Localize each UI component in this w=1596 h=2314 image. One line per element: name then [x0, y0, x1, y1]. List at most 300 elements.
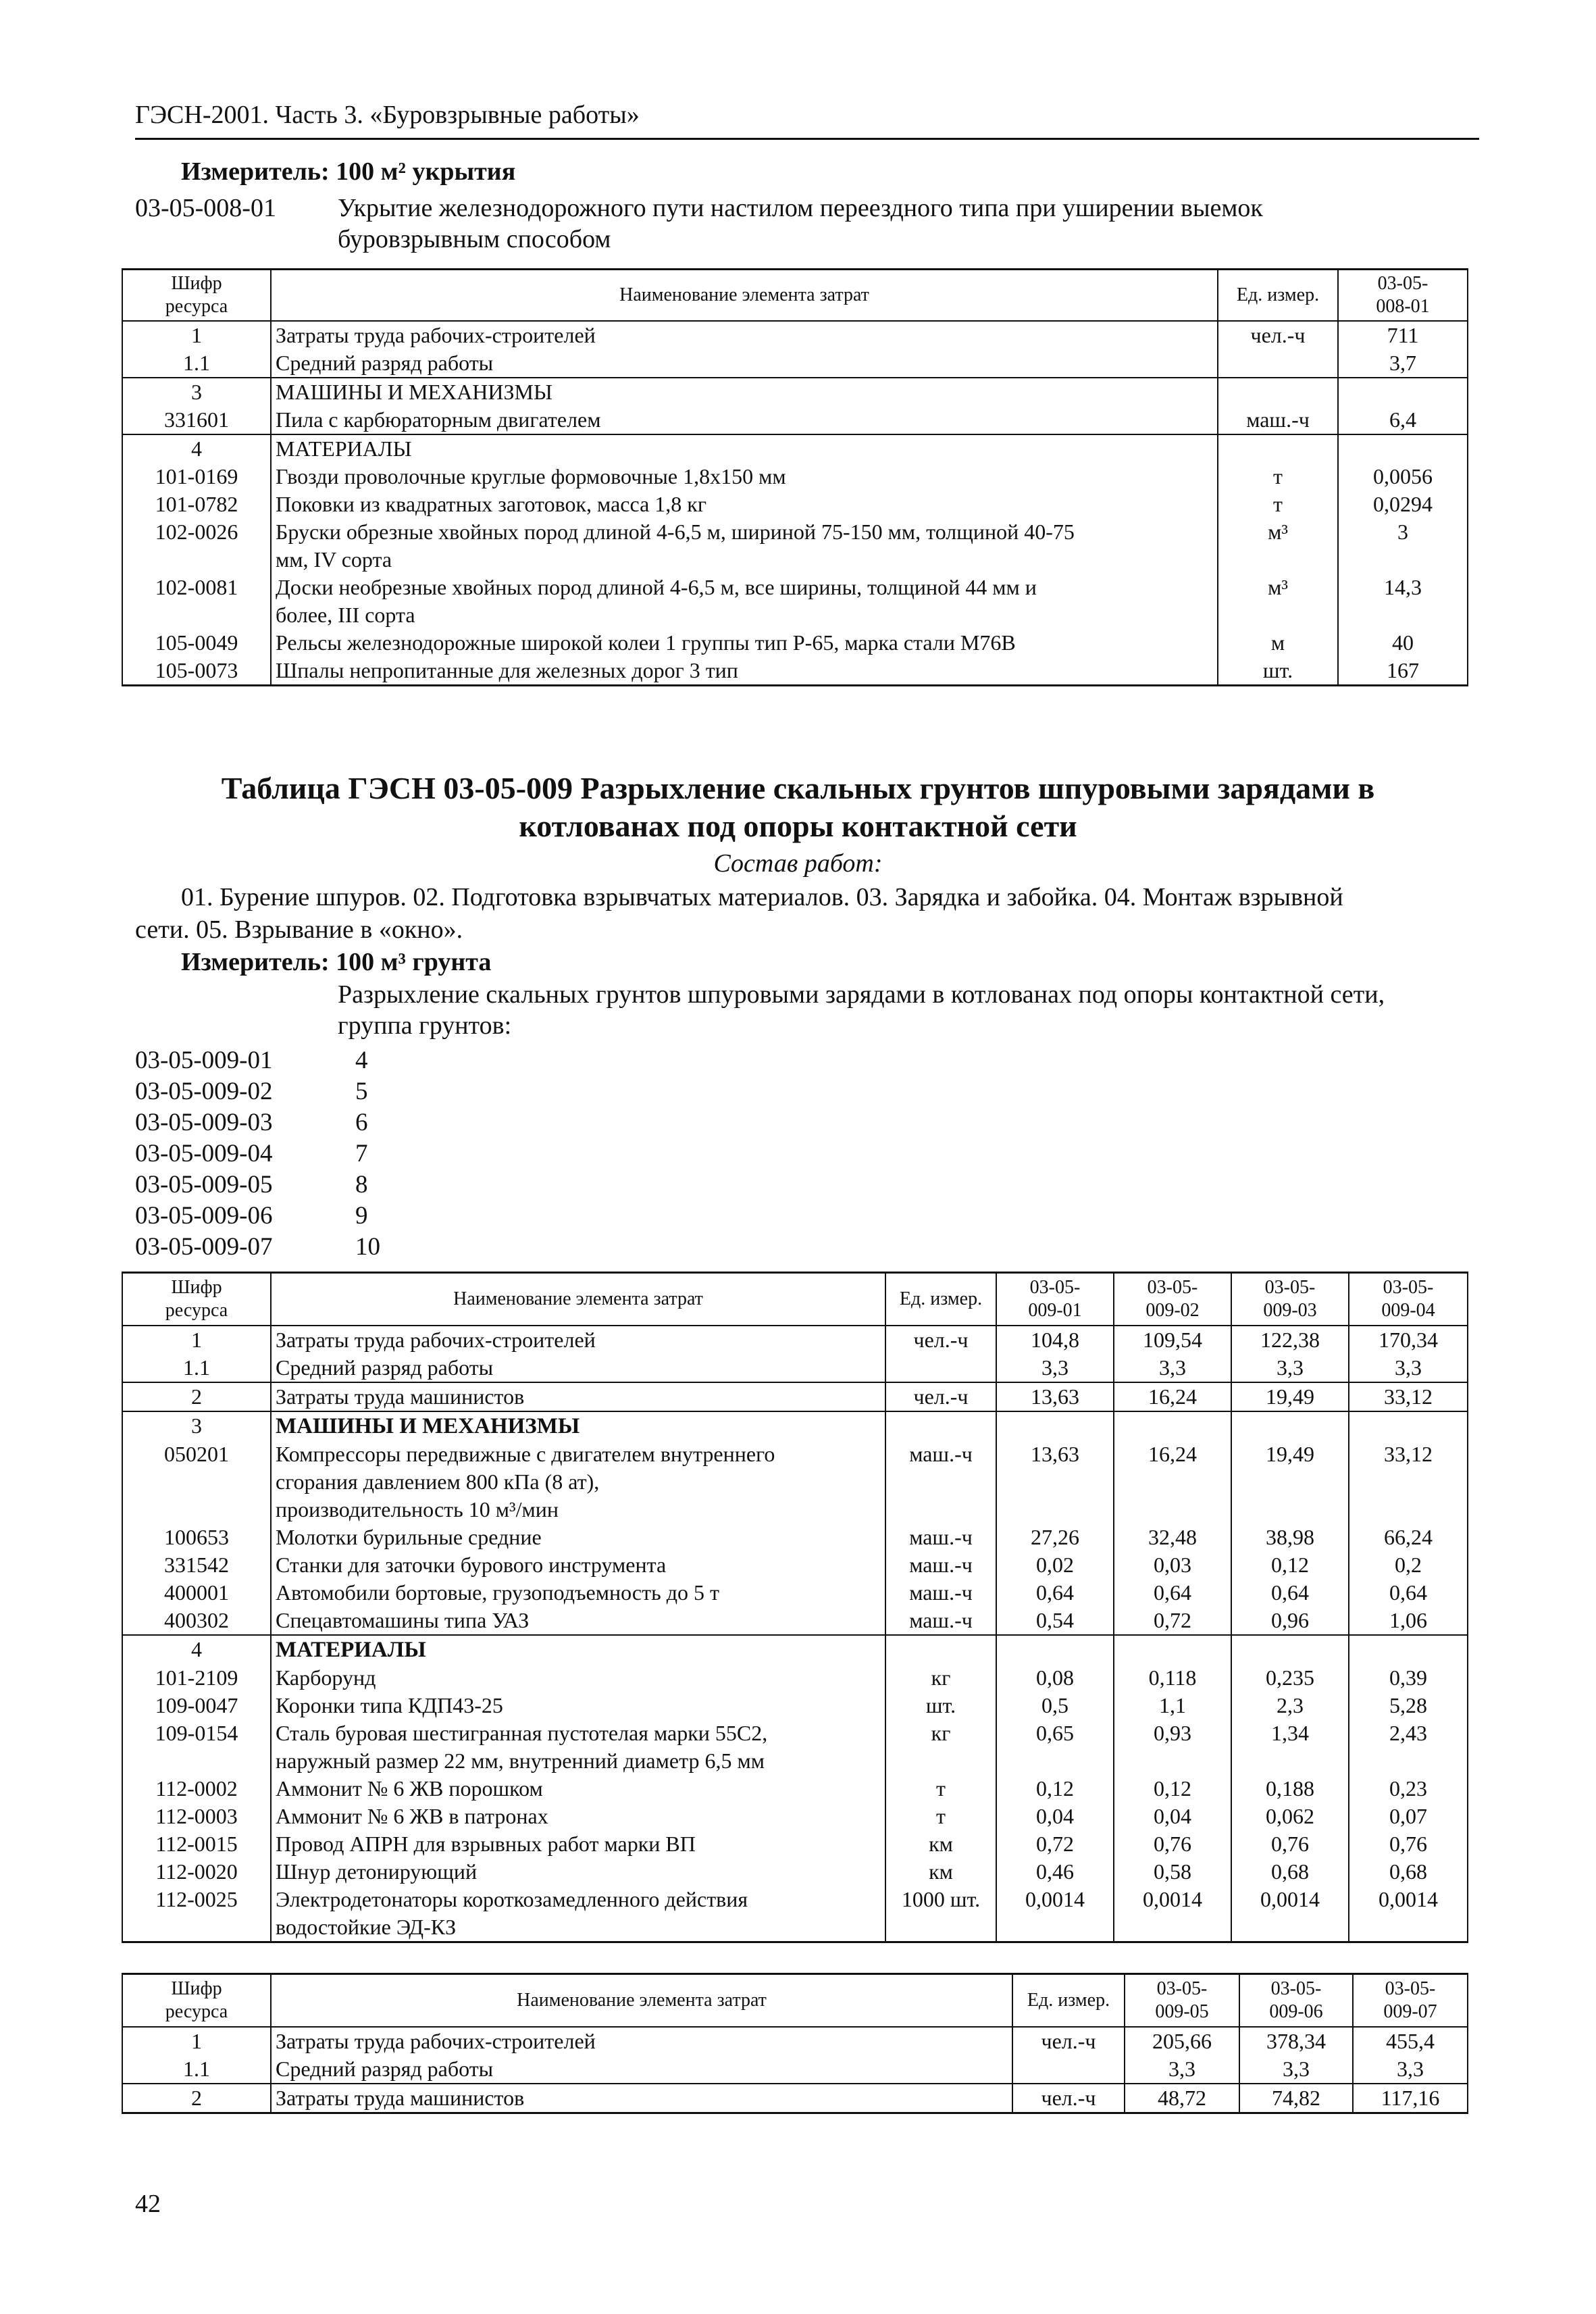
cost-item-name-text: Средний разряд работы [276, 2056, 494, 2081]
unit-cell: чел.-ч [1012, 2084, 1125, 2113]
value-cell: 0,72 [1114, 1607, 1231, 1635]
col-header-rate-04: 03-05- 009-04 [1349, 1273, 1468, 1326]
unit-cell: маш.-ч [885, 1524, 996, 1551]
cost-item-name [271, 2084, 1012, 2113]
soil-group: 8 [355, 1171, 368, 1199]
table-row [122, 2055, 1468, 2084]
table-row [122, 1411, 1468, 1440]
measure-label-2: Измеритель: 100 м³ грунта [181, 948, 492, 976]
value-cell: 0,235 [1231, 1664, 1349, 1692]
cost-item-name-text: Станки для заточки бурового инструмента [276, 1552, 667, 1577]
col-header-rate-06: 03-05- 009-06 [1239, 1974, 1353, 2027]
cost-item-name-text: Спецавтомашины типа УАЗ [276, 1607, 530, 1632]
value-cell: 3,3 [1239, 2055, 1353, 2084]
rate-code-item [135, 1232, 380, 1261]
value-cell [1338, 434, 1468, 463]
cost-item-name [271, 1440, 885, 1524]
value-cell: 0,39 [1349, 1664, 1468, 1692]
col-header-unit: Ед. измер. [1012, 1974, 1125, 2027]
unit-cell: чел.-ч [885, 1382, 996, 1411]
cost-item-name [271, 629, 1218, 657]
value-cell [996, 1635, 1114, 1664]
value-cell: 0,0014 [996, 1886, 1114, 1942]
value-cell: 0,12 [1114, 1775, 1231, 1803]
cost-item-name-text: производительность 10 м³/мин [276, 1496, 559, 1521]
table-row [122, 574, 1468, 629]
resource-code: 101-0169 [122, 463, 271, 491]
cost-item-name [271, 1524, 885, 1551]
soil-group: 4 [355, 1047, 368, 1074]
value-cell [1114, 1411, 1231, 1440]
table-row [122, 321, 1468, 349]
cost-item-name [271, 1354, 885, 1382]
cost-item-name-text: Затраты труда рабочих-строителей [276, 1327, 596, 1352]
resource-code: 112-0002 [122, 1775, 271, 1803]
cost-item-name [271, 657, 1218, 686]
value-cell: 0,96 [1231, 1607, 1349, 1635]
cost-item-name-text: сгорания давлением 800 кПа (8 ат), [276, 1469, 600, 1494]
work-composition-label: Состав работ: [713, 849, 883, 878]
table-row [122, 1692, 1468, 1719]
value-cell: 170,34 [1349, 1326, 1468, 1354]
unit-cell: км [885, 1858, 996, 1886]
cost-item-name-text: Шнур детонирующий [276, 1859, 478, 1884]
unit-cell: м [1218, 629, 1338, 657]
value-cell: 0,2 [1349, 1551, 1468, 1579]
cost-item-name-text: Молотки бурильные средние [276, 1524, 542, 1549]
value-cell: 711 [1338, 321, 1468, 349]
soil-group: 5 [355, 1078, 368, 1105]
value-cell: 3,7 [1338, 349, 1468, 378]
cost-item-name-text: Сталь буровая шестигранная пустотелая марки 55С2, [276, 1720, 768, 1745]
unit-cell: т [885, 1803, 996, 1830]
resource-code: 101-0782 [122, 491, 271, 518]
value-cell: 0,12 [1231, 1551, 1349, 1579]
table-header-row [122, 270, 1468, 321]
cost-item-name-text: наружный размер 22 мм, внутренний диаметр 6,5 мм [276, 1748, 765, 1773]
value-cell: 16,24 [1114, 1382, 1231, 1411]
col-header-rate-05: 03-05- 009-05 [1125, 1974, 1239, 2027]
cost-item-name [271, 1775, 885, 1803]
cost-item-name-text: более, III сорта [276, 602, 415, 627]
value-cell: 2,43 [1349, 1719, 1468, 1775]
resource-code: 1 [122, 2027, 271, 2055]
value-cell: 2,3 [1231, 1692, 1349, 1719]
col-header-name: Наименование элемента затрат [271, 1974, 1012, 2027]
value-cell: 0,0294 [1338, 491, 1468, 518]
cost-item-name [271, 1664, 885, 1692]
col-header-unit: Ед. измер. [885, 1273, 996, 1326]
value-cell: 0,0056 [1338, 463, 1468, 491]
unit-cell: чел.-ч [1218, 321, 1338, 349]
value-cell [1114, 1635, 1231, 1664]
value-cell: 0,23 [1349, 1775, 1468, 1803]
section-heading [271, 1411, 885, 1440]
rate-desc-2-line2: группа грунтов: [338, 1011, 512, 1040]
rate-code: 03-05-009-05 [135, 1171, 273, 1199]
cost-item-name-text: МАШИНЫ И МЕХАНИЗМЫ [276, 1413, 580, 1438]
col-header-rate-01: 03-05- 009-01 [996, 1273, 1114, 1326]
table-row [122, 378, 1468, 406]
cost-item-name-text: Гвозди проволочные круглые формовочные 1,8х150 мм [276, 463, 786, 488]
table-title-line2: котлованах под опоры контактной сети [519, 809, 1077, 843]
value-cell: 3,3 [1114, 1354, 1231, 1382]
rate-code-item [135, 1201, 368, 1230]
soil-group: 9 [355, 1202, 368, 1230]
value-cell: 19,49 [1231, 1382, 1349, 1411]
unit-cell: кг [885, 1664, 996, 1692]
table-row [122, 1858, 1468, 1886]
value-cell: 0,72 [996, 1830, 1114, 1858]
unit-cell: чел.-ч [885, 1326, 996, 1354]
cost-item-name [271, 2055, 1012, 2084]
cost-item-name-text: Затраты труда рабочих-строителей [276, 2028, 596, 2053]
table-row [122, 1886, 1468, 1942]
value-cell: 0,04 [1114, 1803, 1231, 1830]
table-row [122, 1382, 1468, 1411]
value-cell: 0,68 [1231, 1858, 1349, 1886]
value-cell: 33,12 [1349, 1382, 1468, 1411]
value-cell: 0,76 [1114, 1830, 1231, 1858]
resource-code: 3 [122, 1411, 271, 1440]
value-cell: 0,93 [1114, 1719, 1231, 1775]
cost-item-name-text: Аммонит № 6 ЖВ в патронах [276, 1803, 548, 1828]
cost-item-name [271, 434, 1218, 463]
cost-item-name-text: Пила с карбюраторным двигателем [276, 407, 601, 432]
header-rule [135, 138, 1479, 140]
cost-item-name [271, 463, 1218, 491]
table-header-row [122, 1974, 1468, 2027]
value-cell: 3,3 [1353, 2055, 1468, 2084]
cost-item-name [271, 518, 1218, 574]
unit-cell: маш.-ч [885, 1440, 996, 1524]
value-cell: 38,98 [1231, 1524, 1349, 1551]
soil-group: 6 [355, 1109, 368, 1136]
resource-code: 1.1 [122, 2055, 271, 2084]
value-cell: 0,76 [1349, 1830, 1468, 1858]
value-cell: 0,65 [996, 1719, 1114, 1775]
resource-code: 1 [122, 1326, 271, 1354]
cost-item-name-text: Затраты труда рабочих-строителей [276, 322, 596, 347]
table-row [122, 1635, 1468, 1664]
work-list-line1: 01. Бурение шпуров. 02. Подготовка взрывчатых материалов. 03. Зарядка и забойка. 04. Монтаж взрывной [181, 883, 1343, 911]
value-cell: 14,3 [1338, 574, 1468, 629]
rate-code: 03-05-009-07 [135, 1233, 273, 1261]
unit-cell: маш.-ч [885, 1579, 996, 1607]
unit-cell [1012, 2055, 1125, 2084]
value-cell: 0,02 [996, 1551, 1114, 1579]
cost-item-name-text: Рельсы железнодорожные широкой колеи 1 группы тип Р-65, марка стали М76В [276, 630, 1016, 655]
value-cell: 378,34 [1239, 2027, 1353, 2055]
cost-item-name-text: Поковки из квадратных заготовок, масса 1,8 кг [276, 491, 706, 516]
cost-item-name [271, 1607, 885, 1635]
running-header: ГЭСН-2001. Часть 3. «Буровзрывные работы» [135, 101, 640, 129]
value-cell [1349, 1635, 1468, 1664]
table-row [122, 1440, 1468, 1524]
value-cell [1231, 1635, 1349, 1664]
table-row [122, 1775, 1468, 1803]
value-cell [1231, 1411, 1349, 1440]
resource-code: 100653 [122, 1524, 271, 1551]
value-cell: 0,64 [1231, 1579, 1349, 1607]
cost-item-name-text: Электродетонаторы короткозамедленного действия [276, 1886, 748, 1911]
resource-code: 112-0025 [122, 1886, 271, 1942]
table-body [122, 1326, 1468, 1942]
value-cell: 3,3 [996, 1354, 1114, 1382]
value-cell: 0,07 [1349, 1803, 1468, 1830]
value-cell: 3 [1338, 518, 1468, 574]
rate-code: 03-05-009-03 [135, 1109, 273, 1136]
cost-table-009-a [122, 1272, 1468, 1943]
resource-code: 1.1 [122, 349, 271, 378]
table-title-line1: Таблица ГЭСН 03-05-009 Разрыхление скальных грунтов шпуровыми зарядами в [221, 771, 1375, 805]
measure-label-1: Измеритель: 100 м² укрытия [181, 157, 516, 186]
rate-desc-1-line2: буровзрывным способом [338, 225, 611, 253]
table-header-row [122, 1273, 1468, 1326]
cost-item-name-text: Компрессоры передвижные с двигателем внутреннего [276, 1441, 775, 1466]
table-row [122, 657, 1468, 686]
unit-cell: маш.-ч [885, 1607, 996, 1635]
resource-code: 112-0020 [122, 1858, 271, 1886]
unit-cell [885, 1354, 996, 1382]
col-header-shifr: Шифр ресурса [122, 1273, 271, 1326]
col-header-unit: Ед. измер. [1218, 270, 1338, 321]
value-cell: 0,68 [1349, 1858, 1468, 1886]
unit-cell: м³ [1218, 574, 1338, 629]
unit-cell: т [1218, 463, 1338, 491]
unit-cell: т [1218, 491, 1338, 518]
value-cell: 1,34 [1231, 1719, 1349, 1775]
value-cell: 32,48 [1114, 1524, 1231, 1551]
rate-code: 03-05-009-02 [135, 1078, 273, 1105]
value-cell: 27,26 [996, 1524, 1114, 1551]
table-row [122, 1524, 1468, 1551]
table-row [122, 629, 1468, 657]
value-cell: 0,0014 [1349, 1886, 1468, 1942]
value-cell: 66,24 [1349, 1524, 1468, 1551]
resource-code: 3 [122, 378, 271, 406]
value-cell: 13,63 [996, 1382, 1114, 1411]
rate-code: 03-05-009-01 [135, 1047, 273, 1074]
work-list-line2: сети. 05. Взрывание в «окно». [135, 915, 463, 944]
table-row [122, 1664, 1468, 1692]
unit-cell: кг [885, 1719, 996, 1775]
col-header-rate-07: 03-05- 009-07 [1353, 1974, 1468, 2027]
resource-code: 2 [122, 2084, 271, 2113]
value-cell: 3,3 [1231, 1354, 1349, 1382]
rate-code-1: 03-05-008-01 [135, 194, 276, 222]
col-header-shifr: Шифр ресурса [122, 270, 271, 321]
value-cell: 0,0014 [1231, 1886, 1349, 1942]
table-body [122, 2027, 1468, 2113]
table-row [122, 491, 1468, 518]
cost-item-name [271, 574, 1218, 629]
value-cell: 3,3 [1349, 1354, 1468, 1382]
unit-cell [885, 1635, 996, 1664]
resource-code: 1 [122, 321, 271, 349]
resource-code: 109-0154 [122, 1719, 271, 1775]
value-cell: 33,12 [1349, 1440, 1468, 1524]
resource-code: 112-0003 [122, 1803, 271, 1830]
cost-table-008 [122, 268, 1468, 686]
resource-code: 109-0047 [122, 1692, 271, 1719]
table-row [122, 406, 1468, 434]
table-row [122, 1719, 1468, 1775]
value-cell: 48,72 [1125, 2084, 1239, 2113]
value-cell: 6,4 [1338, 406, 1468, 434]
resource-code: 112-0015 [122, 1830, 271, 1858]
value-cell: 74,82 [1239, 2084, 1353, 2113]
cost-item-name [271, 349, 1218, 378]
resource-code: 050201 [122, 1440, 271, 1524]
value-cell: 0,58 [1114, 1858, 1231, 1886]
rate-code: 03-05-009-06 [135, 1202, 273, 1230]
cost-item-name-text: МАШИНЫ И МЕХАНИЗМЫ [276, 379, 552, 404]
col-header-name: Наименование элемента затрат [271, 1273, 885, 1326]
value-cell: 0,64 [1349, 1579, 1468, 1607]
unit-cell: шт. [885, 1692, 996, 1719]
cost-item-name [271, 1551, 885, 1579]
soil-group: 7 [355, 1140, 368, 1167]
value-cell: 1,1 [1114, 1692, 1231, 1719]
table-row [122, 2027, 1468, 2055]
value-cell: 0,46 [996, 1858, 1114, 1886]
value-cell: 16,24 [1114, 1440, 1231, 1524]
value-cell: 205,66 [1125, 2027, 1239, 2055]
value-cell [1338, 378, 1468, 406]
value-cell: 0,54 [996, 1607, 1114, 1635]
table-row [122, 1326, 1468, 1354]
cost-item-name [271, 1326, 885, 1354]
cost-item-name [271, 321, 1218, 349]
table-row [122, 434, 1468, 463]
unit-cell [1218, 349, 1338, 378]
value-cell: 5,28 [1349, 1692, 1468, 1719]
value-cell: 0,062 [1231, 1803, 1349, 1830]
resource-code: 4 [122, 434, 271, 463]
cost-item-name-text: Шпалы непропитанные для железных дорог 3 тип [276, 657, 738, 682]
rate-code-item [135, 1077, 368, 1106]
value-cell: 0,03 [1114, 1551, 1231, 1579]
value-cell [996, 1411, 1114, 1440]
cost-item-name-text: МАТЕРИАЛЫ [276, 436, 412, 461]
value-cell: 1,06 [1349, 1607, 1468, 1635]
value-cell: 0,04 [996, 1803, 1114, 1830]
rate-desc-2-line1: Разрыхление скальных грунтов шпуровыми зарядами в котлованах под опоры контактной сети, [338, 980, 1385, 1009]
col-header-rate: 03-05- 008-01 [1338, 270, 1468, 321]
rate-desc-1-line1: Укрытие железнодорожного пути настилом переездного типа при уширении выемок [338, 194, 1263, 222]
table-row [122, 518, 1468, 574]
col-header-shifr: Шифр ресурса [122, 1974, 271, 2027]
rate-code: 03-05-009-04 [135, 1140, 273, 1167]
cost-item-name [271, 1579, 885, 1607]
cost-item-name-text: Бруски обрезные хвойных пород длиной 4-6,5 м, шириной 75-150 мм, толщиной 40-75 [276, 519, 1075, 544]
rate-code-item [135, 1108, 368, 1137]
page-number: 42 [135, 2190, 161, 2218]
value-cell: 3,3 [1125, 2055, 1239, 2084]
value-cell: 0,64 [996, 1579, 1114, 1607]
cost-item-name-text: МАТЕРИАЛЫ [276, 1637, 426, 1662]
cost-table-009-b [122, 1973, 1468, 2114]
value-cell: 109,54 [1114, 1326, 1231, 1354]
resource-code: 4 [122, 1635, 271, 1664]
value-cell: 0,5 [996, 1692, 1114, 1719]
col-header-rate-03: 03-05- 009-03 [1231, 1273, 1349, 1326]
cost-item-name [271, 1719, 885, 1775]
cost-item-name-text: водостойкие ЭД-КЗ [276, 1914, 457, 1939]
cost-item-name [271, 1830, 885, 1858]
table-row [122, 1579, 1468, 1607]
resource-code: 400001 [122, 1579, 271, 1607]
cost-item-name [271, 491, 1218, 518]
value-cell: 0,08 [996, 1664, 1114, 1692]
col-header-rate-02: 03-05- 009-02 [1114, 1273, 1231, 1326]
soil-group: 10 [355, 1233, 380, 1261]
unit-cell: шт. [1218, 657, 1338, 686]
table-row [122, 463, 1468, 491]
resource-code: 105-0049 [122, 629, 271, 657]
resource-code: 101-2109 [122, 1664, 271, 1692]
unit-cell [1218, 434, 1338, 463]
value-cell: 0,64 [1114, 1579, 1231, 1607]
unit-cell: маш.-ч [1218, 406, 1338, 434]
cost-item-name-text: Затраты труда машинистов [276, 2085, 525, 2110]
value-cell [1349, 1411, 1468, 1440]
value-cell: 117,16 [1353, 2084, 1468, 2113]
value-cell: 0,76 [1231, 1830, 1349, 1858]
cost-item-name [271, 1382, 885, 1411]
cost-item-name-text: Карборунд [276, 1665, 376, 1690]
value-cell: 19,49 [1231, 1440, 1349, 1524]
table-row [122, 1803, 1468, 1830]
resource-code: 1.1 [122, 1354, 271, 1382]
value-cell: 455,4 [1353, 2027, 1468, 2055]
value-cell: 122,38 [1231, 1326, 1349, 1354]
cost-item-name [271, 1692, 885, 1719]
resource-code: 105-0073 [122, 657, 271, 686]
cost-item-name [271, 378, 1218, 406]
cost-item-name [271, 1858, 885, 1886]
value-cell: 0,188 [1231, 1775, 1349, 1803]
resource-code: 331542 [122, 1551, 271, 1579]
value-cell: 104,8 [996, 1326, 1114, 1354]
cost-item-name-text: Коронки типа КДП43-25 [276, 1692, 503, 1717]
table-row [122, 1551, 1468, 1579]
value-cell: 167 [1338, 657, 1468, 686]
resource-code: 102-0026 [122, 518, 271, 574]
unit-cell: км [885, 1830, 996, 1858]
cost-item-name-text: Средний разряд работы [276, 1355, 494, 1380]
cost-item-name [271, 2027, 1012, 2055]
table-body [122, 321, 1468, 686]
value-cell: 0,0014 [1114, 1886, 1231, 1942]
value-cell: 13,63 [996, 1440, 1114, 1524]
unit-cell: маш.-ч [885, 1551, 996, 1579]
cost-item-name-text: Затраты труда машинистов [276, 1384, 525, 1409]
unit-cell [885, 1411, 996, 1440]
unit-cell [1218, 378, 1338, 406]
resource-code: 2 [122, 1382, 271, 1411]
unit-cell: м³ [1218, 518, 1338, 574]
cost-item-name-text: Доски необрезные хвойных пород длиной 4-6,5 м, все ширины, толщиной 44 мм и [276, 574, 1037, 599]
rate-code-item [135, 1046, 368, 1075]
cost-item-name [271, 1886, 885, 1942]
value-cell: 0,118 [1114, 1664, 1231, 1692]
cost-item-name-text: Провод АПРН для взрывных работ марки ВП [276, 1831, 696, 1856]
cost-item-name [271, 1803, 885, 1830]
resource-code: 102-0081 [122, 574, 271, 629]
section-heading [271, 1635, 885, 1664]
